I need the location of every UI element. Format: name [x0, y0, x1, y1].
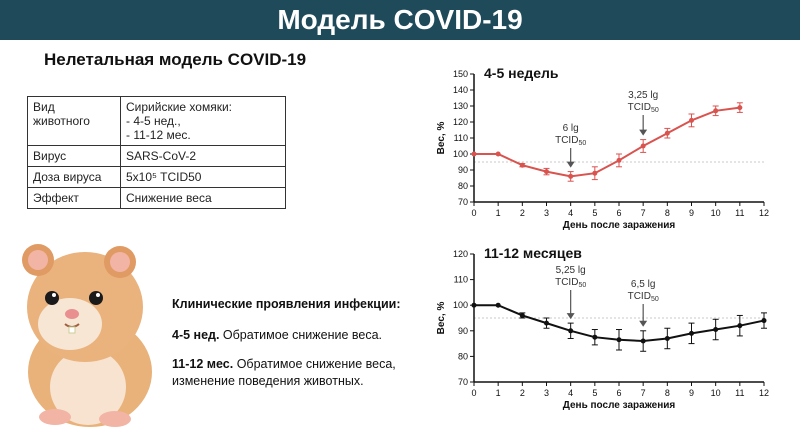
- table-row: [28, 188, 286, 209]
- y-axis-label: Вес, %: [436, 121, 447, 155]
- annotation-unit-subscript: 50: [578, 140, 587, 147]
- annotation-unit: $TCID_{50}$: [555, 277, 587, 289]
- y-tick-label: 110: [453, 274, 468, 285]
- data-point: [592, 171, 597, 176]
- y-tick-label: 100: [452, 300, 468, 311]
- data-point: [544, 321, 549, 326]
- data-point: [762, 318, 767, 323]
- x-tick-label: 4: [568, 208, 574, 218]
- table-row: [28, 146, 286, 167]
- annotation-arrow-head: [639, 321, 647, 327]
- x-tick-label: 0: [471, 208, 477, 218]
- hamster-teeth: [69, 327, 75, 333]
- hamster-eye-left-shine: [52, 293, 56, 297]
- data-point: [713, 108, 718, 113]
- model-info-table: [27, 96, 286, 209]
- annotation-dose: 3,25 lg: [628, 90, 659, 101]
- table-key-effect: Эффект: [28, 188, 121, 209]
- annotation-dose: 5,25 lg: [555, 265, 586, 276]
- x-tick-label: 6: [616, 208, 622, 218]
- clinical-old-text: Обратимое снижение веса, изменение поведения животных.: [172, 357, 396, 388]
- clinical-block: [172, 296, 442, 402]
- x-tick-label: 12: [758, 388, 770, 398]
- hamster-paw-left: [39, 409, 71, 425]
- clinical-old-label: 11-12 мес.: [172, 357, 234, 371]
- hamster-ear-right-inner: [110, 252, 130, 272]
- y-tick-label: 120: [452, 249, 468, 259]
- x-tick-label: 3: [543, 208, 550, 218]
- chart-young: [430, 58, 780, 238]
- annotation-unit: $TCID_{50}$: [627, 102, 659, 114]
- x-tick-label: 5: [592, 208, 598, 218]
- table-value-dose: 5x10⁵ TCID50: [121, 167, 286, 188]
- y-tick-label: 80: [457, 351, 468, 362]
- annotation-unit-subscript: 50: [650, 296, 659, 303]
- y-tick-label: 130: [452, 101, 468, 111]
- clinical-young-text: Обратимое снижение веса.: [219, 328, 383, 342]
- data-point: [568, 328, 573, 333]
- y-tick-label: 100: [452, 149, 468, 159]
- clinical-item-young: [172, 327, 442, 344]
- hamster-eye-left: [45, 291, 59, 305]
- y-tick-label: 150: [452, 69, 468, 79]
- table-value-species: Сирийские хомяки: - 4-5 нед., - 11-12 мес.: [121, 97, 286, 146]
- data-point: [617, 158, 622, 163]
- clinical-title: Клинические проявления инфекции:: [172, 297, 401, 311]
- page-title: Модель COVID-19: [277, 4, 523, 35]
- data-point: [641, 339, 646, 344]
- x-tick-label: 8: [664, 388, 670, 398]
- chart-old: [430, 244, 780, 424]
- data-point: [520, 163, 525, 168]
- hamster-eye-right-shine: [96, 293, 100, 297]
- x-tick-label: 7: [640, 208, 646, 218]
- x-tick-label: 5: [592, 388, 598, 398]
- annotation-dose: 6 lg: [562, 123, 579, 134]
- annotation-unit-subscript: 50: [578, 282, 587, 289]
- y-tick-label: 120: [452, 117, 468, 127]
- data-point: [737, 323, 742, 328]
- x-tick-label: 2: [519, 208, 525, 218]
- data-point: [689, 331, 694, 336]
- x-tick-label: 9: [688, 388, 695, 398]
- table-value-effect: Снижение веса: [121, 188, 286, 209]
- annotation-arrow-head: [567, 162, 575, 168]
- data-point: [713, 327, 718, 332]
- x-tick-label: 1: [495, 388, 501, 398]
- data-point: [665, 131, 670, 136]
- x-tick-label: 10: [710, 208, 721, 218]
- chart-title: 4-5 недель: [484, 65, 559, 81]
- x-tick-label: 12: [758, 208, 770, 218]
- x-tick-label: 8: [664, 208, 670, 218]
- clinical-item-old: [172, 356, 442, 390]
- data-point: [472, 303, 477, 308]
- annotation-arrow-head: [639, 130, 647, 136]
- hamster-ear-left-inner: [28, 250, 48, 270]
- hamster-illustration: [10, 232, 160, 427]
- x-tick-label: 4: [568, 388, 574, 398]
- data-point: [592, 335, 597, 340]
- data-point: [689, 118, 694, 123]
- x-tick-label: 7: [640, 388, 646, 398]
- data-point: [737, 105, 742, 110]
- hamster-nose: [65, 309, 79, 319]
- y-tick-label: 110: [453, 133, 468, 143]
- y-tick-label: 70: [457, 197, 468, 207]
- annotation-dose: 6,5 lg: [630, 279, 656, 290]
- hamster-muzzle: [38, 298, 102, 350]
- data-point: [617, 337, 622, 342]
- y-tick-label: 140: [452, 85, 468, 95]
- data-point: [641, 144, 646, 149]
- hamster-paw-right: [99, 411, 131, 427]
- data-point: [472, 152, 477, 157]
- data-point: [544, 169, 549, 174]
- x-tick-label: 11: [735, 208, 745, 218]
- annotation-unit: $TCID_{50}$: [555, 135, 587, 147]
- x-tick-label: 6: [616, 388, 622, 398]
- x-tick-label: 9: [688, 208, 695, 218]
- section-subtitle: Нелетальная модель COVID-19: [44, 50, 307, 69]
- data-point: [665, 336, 670, 341]
- y-tick-label: 70: [457, 377, 468, 387]
- clinical-young-label: 4-5 нед.: [172, 328, 220, 342]
- hamster-eye-right: [89, 291, 103, 305]
- table-key-species: Вид животного: [28, 97, 121, 146]
- y-tick-label: 80: [457, 181, 468, 191]
- data-point: [568, 174, 573, 179]
- table-row: [28, 167, 286, 188]
- table-key-virus: Вирус: [28, 146, 121, 167]
- x-axis-label: День после заражения: [562, 220, 676, 231]
- y-tick-label: 90: [457, 165, 468, 175]
- x-tick-label: 11: [735, 388, 745, 398]
- x-tick-label: 2: [519, 388, 525, 398]
- y-tick-label: 90: [457, 325, 468, 336]
- x-tick-label: 0: [471, 388, 477, 398]
- table-row: [28, 97, 286, 146]
- chart-title: 11-12 месяцев: [484, 245, 582, 261]
- x-tick-label: 10: [710, 388, 721, 398]
- annotation-unit-subscript: 50: [650, 107, 659, 114]
- x-tick-label: 3: [543, 388, 550, 398]
- data-point: [496, 303, 501, 308]
- table-key-dose: Доза вируса: [28, 167, 121, 188]
- data-point: [520, 313, 525, 318]
- x-tick-label: 1: [495, 208, 501, 218]
- y-axis-label: Вес, %: [436, 301, 447, 335]
- annotation-unit: $TCID_{50}$: [627, 291, 659, 303]
- data-point: [496, 152, 501, 157]
- series-line: [474, 108, 740, 177]
- table-value-virus: SARS-CoV-2: [121, 146, 286, 167]
- x-axis-label: День после заражения: [562, 400, 676, 411]
